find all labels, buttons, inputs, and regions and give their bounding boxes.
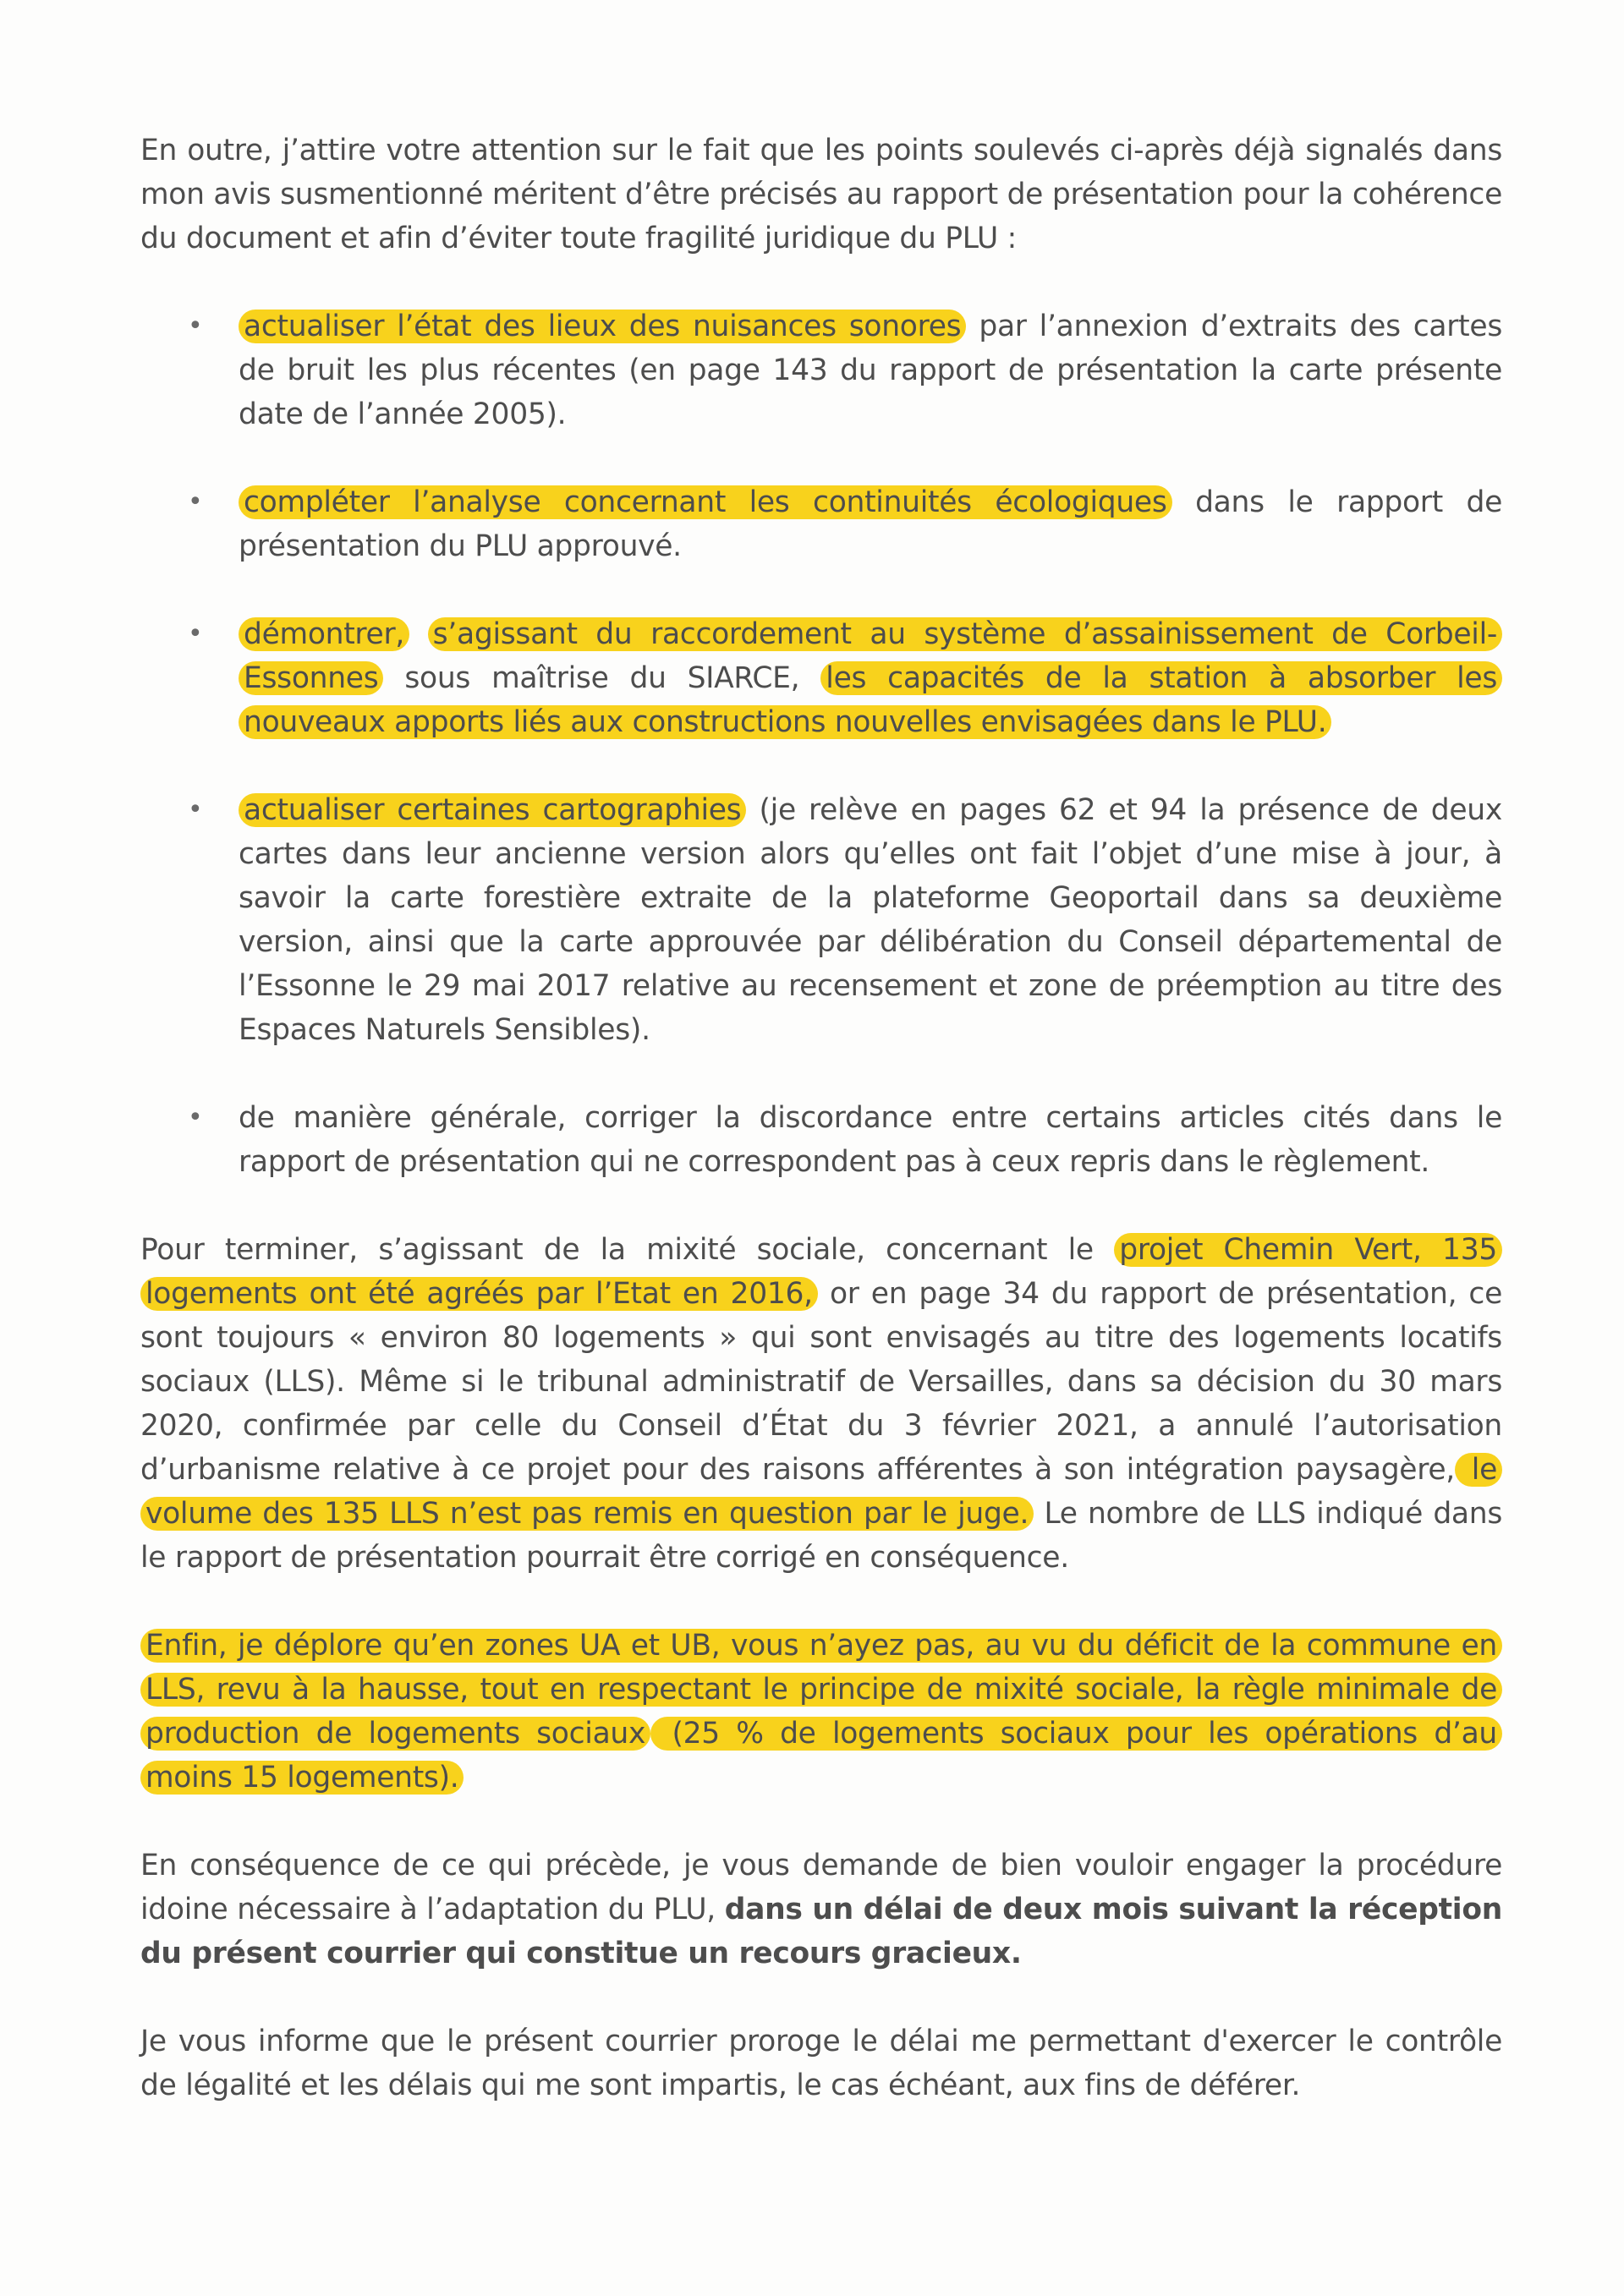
highlighted-text: les capacités de la station à absorber les nouveaux apports liés aux constructions nouvelles envisagées dans le PLU. <box>239 661 1502 739</box>
bullet-icon: • <box>188 311 203 341</box>
mixite-paragraph <box>140 1228 1502 1580</box>
paragraph-text: En conséquence de ce qui précède, je vous demande de bien vouloir engager la procédure idoine nécessaire à l’adaptation du PLU, <box>140 1849 1502 1926</box>
bold-text: dans un délai de deux mois suivant la réception du présent courrier qui constitue un recours gracieux. <box>140 1893 1502 1970</box>
highlighted-text: Enfin, je déplore qu’en zones UA et UB, vous n’ayez pas, au vu du déficit de la commune en LLS, revu à la hausse, tout en respectant le principe de mixité sociale, la règle minimale de production de logements sociaux <box>140 1629 1502 1751</box>
item-text: par l’annexion d’extraits des cartes de bruit les plus récentes (en page 143 du rapport de présentation la carte présente date de l’année 2005). <box>239 310 1502 431</box>
item-text: de manière générale, corriger la discordance entre certains articles cités dans le rapport de présentation qui ne correspondent pas à ceux repris dans le règlement. <box>239 1101 1502 1179</box>
consequence-paragraph <box>140 1844 1502 1975</box>
list-item <box>140 1096 1502 1184</box>
list-item <box>140 612 1502 744</box>
bullet-icon: • <box>188 1103 203 1132</box>
item-text: dans le rapport de présentation du PLU approuvé. <box>239 485 1502 563</box>
letter-body <box>140 129 1502 2151</box>
highlighted-text: démontrer, <box>239 617 409 651</box>
list-item <box>140 788 1502 1052</box>
item-text: sous maîtrise du SIARCE, <box>383 661 821 695</box>
paragraph-text: or en page 34 du rapport de présentation, ce sont toujours « environ 80 logements » qui sont envisagés au titre des logements locatifs sociaux (LLS). Même si le tribunal administratif de Versailles, dans sa décision du 30 mars 2020, confirmée par celle du Conseil d’État du 3 février 2021, a annulé l’autorisation d’urbanisme relative à ce projet pour des raisons afférentes à son intégration paysagère, <box>140 1277 1502 1487</box>
bullet-icon: • <box>188 487 203 517</box>
highlighted-text: actualiser l’état des lieux des nuisances sonores <box>239 310 966 343</box>
final-paragraph: Je vous informe que le présent courrier proroge le délai me permettant d'exercer le contrôle de légalité et les délais qui me sont impartis, le cas échéant, aux fins de déférer. <box>140 2025 1502 2102</box>
highlighted-text: (25 % de logements sociaux pour les opérations d’au moins 15 logements). <box>140 1717 1502 1795</box>
list-item <box>140 480 1502 568</box>
intro-paragraph: En outre, j’attire votre attention sur le fait que les points soulevés ci-après déjà signalés dans mon avis susmentionné méritent d’être précisés au rapport de présentation pour la cohérence du document et afin d’éviter toute fragilité juridique du PLU : <box>140 134 1502 255</box>
highlighted-text: actualiser certaines cartographies <box>239 793 746 827</box>
remarks-list <box>140 304 1502 1184</box>
highlighted-text: s’agissant du raccordement au système d’assainissement de Corbeil-Essonnes <box>239 617 1502 695</box>
list-item <box>140 304 1502 436</box>
paragraph-text: Le nombre de LLS indiqué dans le rapport de présentation pourrait être corrigé en conséquence. <box>140 1497 1502 1575</box>
highlighted-text: projet Chemin Vert, 135 logements ont été agréés par l’Etat en 2016, <box>140 1233 1502 1311</box>
deplore-paragraph <box>140 1624 1502 1800</box>
highlighted-text: compléter l’analyse concernant les continuités écologiques <box>239 485 1172 519</box>
paragraph-text: Pour terminer, s’agissant de la mixité sociale, concernant le <box>140 1233 1115 1267</box>
item-text: (je relève en pages 62 et 94 la présence de deux cartes dans leur ancienne version alors qu’elles ont fait l’objet d’une mise à jour, à savoir la carte forestière extraite de la plateforme Geoportail dans sa deuxième version, ainsi que la carte approuvée par délibération du Conseil départemental de l’Essonne le 29 mai 2017 relative au recensement et zone de préemption au titre des Espaces Naturels Sensibles). <box>239 793 1502 1047</box>
bullet-icon: • <box>188 795 203 825</box>
bullet-icon: • <box>188 619 203 649</box>
highlighted-text: le volume des 135 LLS n’est pas remis en question par le juge. <box>140 1453 1502 1531</box>
